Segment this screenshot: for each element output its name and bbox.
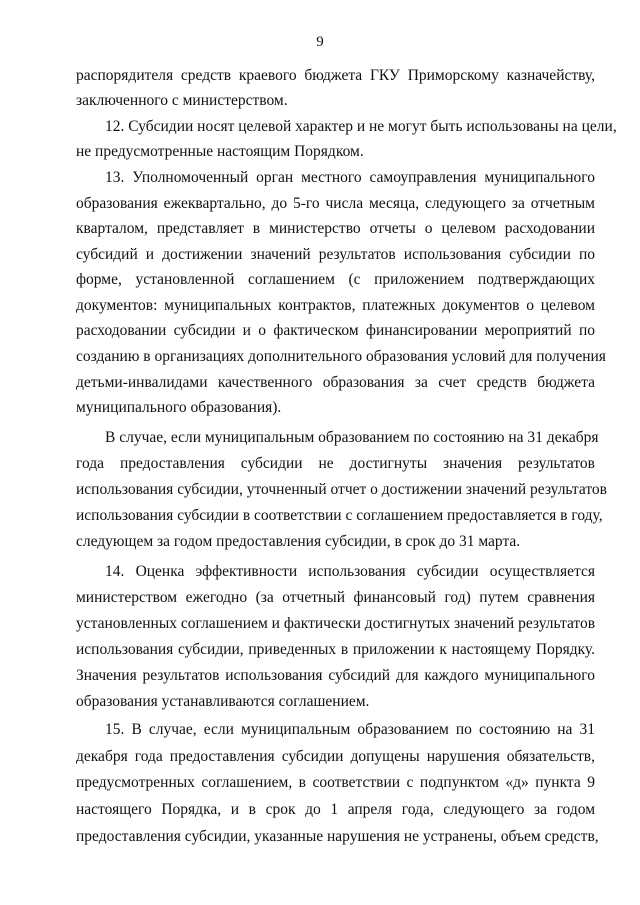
text-line: 14. Оценка эффективности использования субсидии осуществляется	[105, 563, 595, 580]
text-line: кварталом, представляет в министерство отчеты о целевом расходовании	[76, 220, 595, 237]
page-number: 9	[316, 34, 324, 50]
text-line: использования субсидии в соответствии с соглашением предоставляется в году,	[76, 507, 603, 524]
text-line: предоставления субсидии, указанные нарушения не устранены, объем средств,	[76, 828, 599, 845]
text-line: заключенного с министерством.	[76, 92, 288, 109]
text-line: предусмотренных соглашением, в соответствии с подпунктом «д» пункта 9	[76, 774, 595, 791]
text-line: расходовании субсидии и о фактическом финансировании мероприятий по	[76, 322, 595, 339]
text-line: созданию в организациях дополнительного образования условий для получения	[76, 348, 606, 365]
text-line: года предоставления субсидии не достигнуты значения результатов	[76, 455, 595, 472]
text-line: субсидий и достижении значений результатов использования субсидии по	[76, 246, 595, 263]
text-line: настоящего Порядка, и в срок до 1 апреля года, следующего за годом	[76, 801, 595, 818]
text-line: установленных соглашением и фактически достигнутых значений результатов	[76, 615, 596, 632]
text-line: декабря года предоставления субсидии допущены нарушения обязательств,	[76, 748, 595, 765]
text-line: документов: муниципальных контрактов, платежных документов о целевом	[76, 297, 595, 314]
text-line: министерством ежегодно (за отчетный финансовый год) путем сравнения	[76, 589, 595, 606]
text-line: 12. Субсидии носят целевой характер и не могут быть использованы на цели,	[105, 118, 617, 135]
text-line: 15. В случае, если муниципальным образованием по состоянию на 31	[105, 721, 595, 738]
text-line: Значения результатов использования субсидий для каждого муниципального	[76, 667, 595, 684]
text-line: распорядителя средств краевого бюджета ГКУ Приморскому казначейству,	[76, 67, 595, 84]
text-line: 13. Уполномоченный орган местного самоуправления муниципального	[105, 169, 595, 186]
text-line: использования субсидии, приведенных в приложении к настоящему Порядку.	[76, 641, 595, 658]
text-line: использования субсидии, уточненный отчет о достижении значений результатов	[76, 481, 607, 498]
text-line: образования ежеквартально, до 5-го числа месяца, следующего за отчетным	[76, 195, 595, 212]
text-line: образования устанавливаются соглашением.	[76, 693, 370, 710]
text-line: не предусмотренные настоящим Порядком.	[76, 143, 364, 160]
text-line: следующем за годом предоставления субсидии, в срок до 31 марта.	[76, 533, 521, 550]
text-line: форме, установленной соглашением (с приложением подтверждающих	[76, 271, 595, 288]
text-line: В случае, если муниципальным образованием по состоянию на 31 декабря	[105, 429, 599, 446]
text-line: муниципального образования).	[76, 399, 282, 416]
text-line: детьми-инвалидами качественного образования за счет средств бюджета	[76, 374, 595, 391]
